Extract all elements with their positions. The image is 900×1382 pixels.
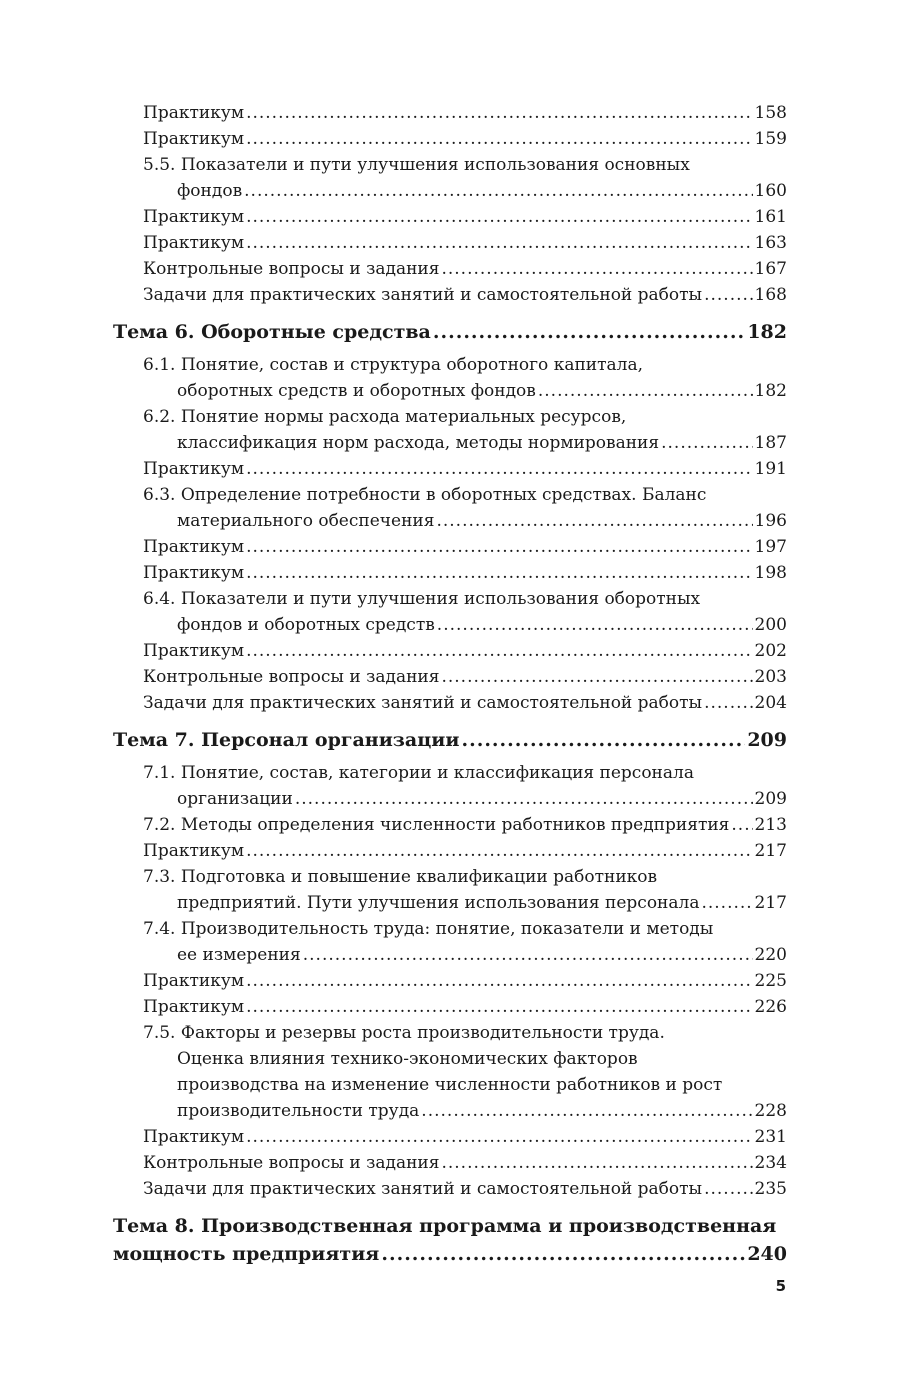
toc-entry [113, 482, 787, 508]
toc-entry [113, 378, 787, 404]
toc-entry-title: Практикум [143, 459, 245, 479]
toc-entry [113, 508, 787, 534]
toc-entry-page: 226 [754, 997, 787, 1017]
toc-entry-page: 240 [747, 1243, 787, 1265]
toc-leader-dots [421, 1098, 752, 1124]
toc-entry-title: материального обеспечения [177, 511, 435, 531]
toc-entry [113, 456, 787, 482]
toc-entry [113, 664, 787, 690]
toc-entry-title: Контрольные вопросы и задания [143, 259, 440, 279]
toc-entry [113, 890, 787, 916]
toc-entry-title: организации [177, 789, 293, 809]
toc-entry-title: Контрольные вопросы и задания [143, 1153, 440, 1173]
toc-entry-page: 231 [754, 1127, 787, 1147]
toc-entry-title: Тема 8. Производственная программа и производственная [113, 1215, 777, 1237]
toc-entry [113, 1072, 787, 1098]
toc-entry-title: 7.5. Факторы и резервы роста производительности труда. [143, 1023, 665, 1043]
toc-leader-dots [246, 100, 752, 126]
toc-leader-dots [303, 942, 753, 968]
toc-topic-entry [113, 1240, 787, 1268]
toc-entry-page: 203 [754, 667, 787, 687]
toc-entry-title: оборотных средств и оборотных фондов [177, 381, 536, 401]
toc-entry-title: Практикум [143, 207, 245, 227]
toc-entry [113, 638, 787, 664]
toc-entry-page: 220 [754, 945, 787, 965]
toc-entry-title: 7.1. Понятие, состав, категории и классификация персонала [143, 763, 694, 783]
toc-leader-dots [246, 638, 752, 664]
toc-entry-title: 6.2. Понятие нормы расхода материальных ресурсов, [143, 407, 627, 427]
toc-entry-title: Практикум [143, 563, 245, 583]
toc-entry-title: Практикум [143, 103, 245, 123]
toc-entry-title: 7.2. Методы определения численности работников предприятия [143, 815, 730, 835]
toc-leader-dots [441, 664, 752, 690]
toc-leader-dots [704, 690, 752, 716]
toc-entry-title: производства на изменение численности работников и рост [177, 1075, 723, 1095]
toc-topic-entry [113, 1212, 787, 1240]
toc-entry-title: Практикум [143, 233, 245, 253]
toc-entry-page: 182 [754, 381, 787, 401]
toc-entry-page: 234 [754, 1153, 787, 1173]
toc-entry-page: 196 [754, 511, 787, 531]
toc-entry-page: 217 [754, 893, 787, 913]
toc-entry-page: 228 [754, 1101, 787, 1121]
toc-entry-page: 213 [754, 815, 787, 835]
table-of-contents [113, 100, 787, 1274]
toc-leader-dots [441, 1150, 752, 1176]
toc-entry [113, 1150, 787, 1176]
toc-entry-page: 235 [754, 1179, 787, 1199]
toc-leader-dots [246, 994, 752, 1020]
toc-entry-title: ее измерения [177, 945, 301, 965]
toc-entry [113, 1098, 787, 1124]
toc-entry [113, 586, 787, 612]
toc-entry [113, 230, 787, 256]
toc-entry-title: фондов и оборотных средств [177, 615, 435, 635]
toc-leader-dots [244, 178, 752, 204]
toc-entry-page: 204 [754, 693, 787, 713]
toc-entry [113, 838, 787, 864]
toc-entry-title: Тема 7. Персонал организации [113, 729, 460, 751]
toc-entry [113, 352, 787, 378]
toc-entry-page: 182 [747, 321, 787, 343]
toc-entry-page: 209 [754, 789, 787, 809]
toc-entry-title: Практикум [143, 641, 245, 661]
toc-entry-title: 6.3. Определение потребности в оборотных средствах. Баланс [143, 485, 707, 505]
toc-entry [113, 942, 787, 968]
toc-leader-dots [661, 430, 752, 456]
toc-entry [113, 994, 787, 1020]
toc-entry-title: Практикум [143, 537, 245, 557]
toc-entry [113, 786, 787, 812]
toc-entry-title: Практикум [143, 129, 245, 149]
toc-leader-dots [246, 456, 752, 482]
toc-entry [113, 1124, 787, 1150]
toc-entry [113, 864, 787, 890]
toc-entry-title: 6.1. Понятие, состав и структура оборотного капитала, [143, 355, 643, 375]
toc-entry-title: Практикум [143, 1127, 245, 1147]
toc-entry [113, 560, 787, 586]
toc-entry-title: Практикум [143, 971, 245, 991]
toc-entry-page: 159 [754, 129, 787, 149]
toc-leader-dots [246, 838, 752, 864]
toc-entry-title: 7.4. Производительность труда: понятие, показатели и методы [143, 919, 714, 939]
toc-leader-dots [246, 560, 752, 586]
toc-entry [113, 256, 787, 282]
toc-entry-page: 191 [754, 459, 787, 479]
toc-entry [113, 968, 787, 994]
toc-entry-page: 225 [754, 971, 787, 991]
toc-leader-dots [437, 612, 753, 638]
page-number: 5 [775, 1277, 786, 1295]
toc-leader-dots [441, 256, 752, 282]
toc-entry-title: Задачи для практических занятий и самостоятельной работы [143, 1179, 703, 1199]
toc-entry-title: предприятий. Пути улучшения использования персонала [177, 893, 700, 913]
toc-entry [113, 152, 787, 178]
toc-entry [113, 612, 787, 638]
toc-entry-title: мощность предприятия [113, 1243, 380, 1265]
toc-entry-page: 200 [754, 615, 787, 635]
toc-leader-dots [246, 126, 752, 152]
toc-entry-page: 161 [754, 207, 787, 227]
toc-leader-dots [246, 968, 752, 994]
toc-entry-page: 158 [754, 103, 787, 123]
toc-entry [113, 100, 787, 126]
toc-entry-title: Контрольные вопросы и задания [143, 667, 440, 687]
toc-entry-page: 198 [754, 563, 787, 583]
toc-entry [113, 430, 787, 456]
toc-leader-dots [381, 1240, 745, 1268]
toc-entry-title: производительности труда [177, 1101, 420, 1121]
toc-entry [113, 1176, 787, 1202]
toc-topic-entry [113, 318, 787, 346]
toc-leader-dots [246, 534, 752, 560]
toc-entry [113, 690, 787, 716]
toc-entry-page: 209 [747, 729, 787, 751]
toc-leader-dots [461, 726, 745, 754]
toc-leader-dots [731, 812, 752, 838]
toc-entry [113, 178, 787, 204]
toc-leader-dots [246, 1124, 752, 1150]
toc-entry-title: Оценка влияния технико-экономических факторов [177, 1049, 638, 1069]
toc-entry-page: 163 [754, 233, 787, 253]
toc-entry-title: 6.4. Показатели и пути улучшения использования оборотных [143, 589, 701, 609]
toc-entry-page: 217 [754, 841, 787, 861]
toc-entry-title: 7.3. Подготовка и повышение квалификации работников [143, 867, 658, 887]
toc-leader-dots [704, 282, 752, 308]
toc-entry-title: Задачи для практических занятий и самостоятельной работы [143, 285, 703, 305]
toc-entry-page: 187 [754, 433, 787, 453]
toc-leader-dots [246, 230, 752, 256]
toc-leader-dots [704, 1176, 752, 1202]
toc-entry-page: 167 [754, 259, 787, 279]
toc-entry [113, 1020, 787, 1046]
toc-entry-title: 5.5. Показатели и пути улучшения использования основных [143, 155, 690, 175]
toc-entry [113, 1046, 787, 1072]
toc-entry-page: 168 [754, 285, 787, 305]
toc-entry [113, 916, 787, 942]
toc-leader-dots [701, 890, 752, 916]
toc-entry-title: фондов [177, 181, 243, 201]
toc-topic-entry [113, 726, 787, 754]
toc-entry-title: Практикум [143, 841, 245, 861]
toc-entry [113, 126, 787, 152]
toc-entry-page: 197 [754, 537, 787, 557]
toc-entry-title: Тема 6. Оборотные средства [113, 321, 431, 343]
toc-entry-page: 202 [754, 641, 787, 661]
toc-leader-dots [433, 318, 745, 346]
toc-leader-dots [538, 378, 753, 404]
toc-entry-title: Задачи для практических занятий и самостоятельной работы [143, 693, 703, 713]
toc-entry [113, 760, 787, 786]
toc-leader-dots [436, 508, 752, 534]
toc-entry-title: Практикум [143, 997, 245, 1017]
toc-entry [113, 812, 787, 838]
toc-entry-page: 160 [754, 181, 787, 201]
toc-entry [113, 204, 787, 230]
toc-leader-dots [295, 786, 753, 812]
toc-entry [113, 282, 787, 308]
toc-entry [113, 534, 787, 560]
toc-entry-title: классификация норм расхода, методы нормирования [177, 433, 660, 453]
toc-entry [113, 404, 787, 430]
toc-leader-dots [246, 204, 752, 230]
